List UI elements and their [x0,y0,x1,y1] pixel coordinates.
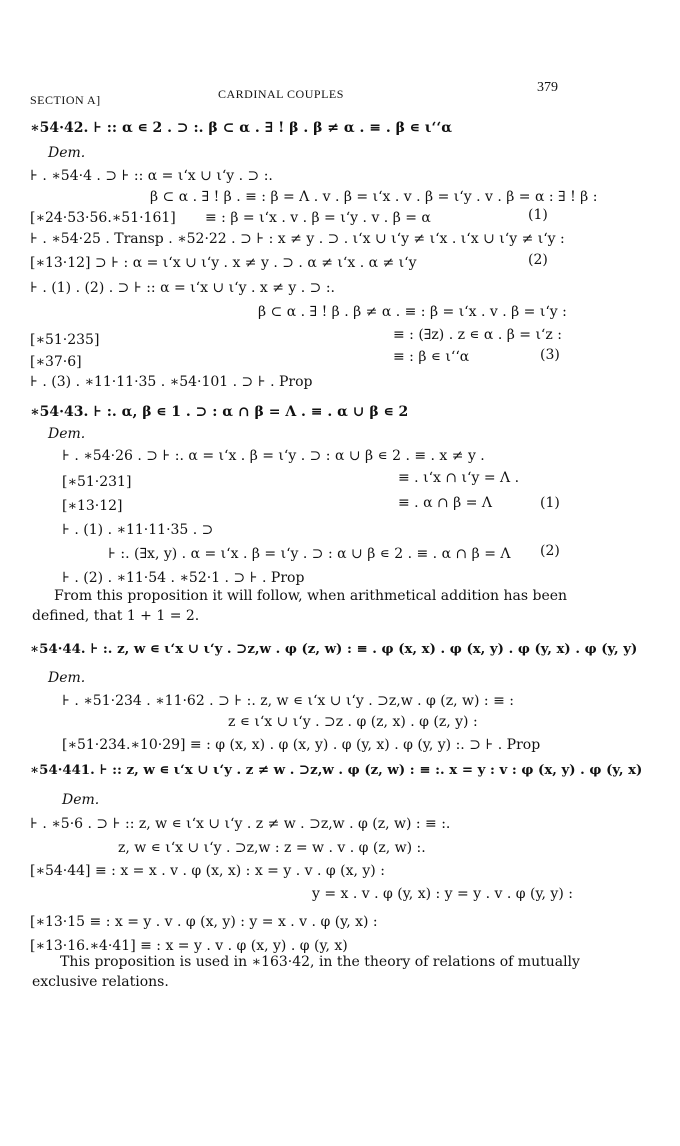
proof-line: ⊦ . (1) . (2) . ⊃ ⊦ :: α = ι‘x ∪ ι‘y . x ≠ y . ⊃ :. [30,280,335,296]
dem-label: Dem. [48,145,86,161]
proof-line: [∗37·6] [30,354,82,370]
proof-line: [∗13·12] [62,498,123,514]
proof-line: [∗54·44] ≡ : x = x . v . φ (x, x) : x = y . v . φ (x, y) : [30,863,385,879]
proof-line: ⊦ . (1) . ∗11·11·35 . ⊃ [62,522,214,538]
dem-label: Dem. [48,670,86,686]
closing-paragraph: This proposition is used in ∗163·42, in the theory of relations of mutually exclusive relations. [32,954,580,990]
proof-line-rhs: ≡ : β = ι‘x . v . β = ι‘y . v . β = α [205,210,431,226]
proof-line: z ∊ ι‘x ∪ ι‘y . ⊃z . φ (z, x) . φ (z, y) : [228,714,478,730]
prop-54-44: ∗54·44. ⊦ :. z, w ∊ ι‘x ∪ ι‘y . ⊃z,w . φ (z, w) : ≡ . φ (x, x) . φ (x, y) . φ (y, x) . φ (y, y) [30,642,638,657]
proof-line: [∗13·12] ⊃ ⊦ : α = ι‘x ∪ ι‘y . x ≠ y . ⊃ . α ≠ ι‘x . α ≠ ι‘y [30,255,417,271]
proof-line: ⊦ . ∗51·234 . ∗11·62 . ⊃ ⊦ :. z, w ∊ ι‘x ∪ ι‘y . ⊃z,w . φ (z, w) : ≡ : [62,693,514,709]
proof-line-rhs: ≡ : (∃z) . z ∊ α . β = ι‘z : [393,327,562,343]
proof-line: ⊦ :. (∃x, y) . α = ι‘x . β = ι‘y . ⊃ : α ∪ β ∊ 2 . ≡ . α ∩ β = Λ [108,546,511,562]
proof-line: ⊦ . ∗54·4 . ⊃ ⊦ :: α = ι‘x ∪ ι‘y . ⊃ :. [30,168,273,184]
equation-number: (1) [528,207,548,223]
equation-number: (2) [540,543,560,559]
proof-line: [∗51·235] [30,332,100,348]
prop-54-441: ∗54·441. ⊦ :: z, w ∊ ι‘x ∪ ι‘y . z ≠ w . ⊃z,w . φ (z, w) : ≡ :. x = y : v : φ (x, y) . φ (y, x) [30,763,643,778]
proof-line: [∗51·231] [62,474,132,490]
proof-line: ⊦ . ∗54·26 . ⊃ ⊦ :. α = ι‘x . β = ι‘y . ⊃ : α ∪ β ∊ 2 . ≡ . x ≠ y . [62,448,485,464]
dem-label: Dem. [62,792,100,808]
equation-number: (3) [540,347,560,363]
proof-line: [∗13·15 ≡ : x = y . v . φ (x, y) : y = x . v . φ (y, x) : [30,914,378,930]
running-title: CARDINAL COUPLES [218,87,344,101]
proof-line: β ⊂ α . ∃ ! β . ≡ : β = Λ . v . β = ι‘x . v . β = ι‘y . v . β = α : ∃ ! β : [150,189,598,205]
proof-line-rhs: ≡ : β ∊ ι‘‘α [393,349,470,365]
proof-line: [∗13·16.∗4·41] ≡ : x = y . v . φ (x, y) . φ (y, x) [30,938,348,954]
remark-paragraph: From this proposition it will follow, when arithmetical addition has been defined, that 1 + 1 = 2. [32,588,568,624]
proof-line: [∗24·53·56.∗51·161] [30,210,176,226]
proof-line: ⊦ . ∗5·6 . ⊃ ⊦ :: z, w ∊ ι‘x ∪ ι‘y . z ≠ w . ⊃z,w . φ (z, w) : ≡ :. [30,816,451,832]
proof-line-rhs: ≡ . ι‘x ∩ ι‘y = Λ . [398,470,520,486]
proof-line: z, w ∊ ι‘x ∪ ι‘y . ⊃z,w : z = w . v . φ (z, w) :. [118,840,426,856]
proof-line-rhs: ≡ . α ∩ β = Λ [398,495,493,511]
equation-number: (2) [528,252,548,268]
equation-number: (1) [540,495,560,511]
prop-54-43: ∗54·43. ⊦ :. α, β ∊ 1 . ⊃ : α ∩ β = Λ . ≡ . α ∪ β ∊ 2 [30,404,409,420]
proof-line: ⊦ . ∗54·25 . Transp . ∗52·22 . ⊃ ⊦ : x ≠ y . ⊃ . ι‘x ∪ ι‘y ≠ ι‘x . ι‘x ∪ ι‘y ≠ ι‘y : [30,231,565,247]
proof-line: β ⊂ α . ∃ ! β . β ≠ α . ≡ : β = ι‘x . v . β = ι‘y : [258,304,567,320]
dem-label: Dem. [48,426,86,442]
proof-line: ⊦ . (2) . ∗11·54 . ∗52·1 . ⊃ ⊦ . Prop [62,570,305,586]
prop-54-42: ∗54·42. ⊦ :: α ∊ 2 . ⊃ :. β ⊂ α . ∃ ! β . β ≠ α . ≡ . β ∊ ι‘‘α [30,120,452,136]
proof-line: y = x . v . φ (y, x) : y = y . v . φ (y, y) : [312,886,573,902]
proof-line: ⊦ . (3) . ∗11·11·35 . ∗54·101 . ⊃ ⊦ . Prop [30,374,313,390]
proof-line: [∗51·234.∗10·29] ≡ : φ (x, x) . φ (x, y) . φ (y, x) . φ (y, y) :. ⊃ ⊦ . Prop [62,737,541,753]
page-number: 379 [537,80,558,95]
section-label: SECTION A] [30,93,101,107]
